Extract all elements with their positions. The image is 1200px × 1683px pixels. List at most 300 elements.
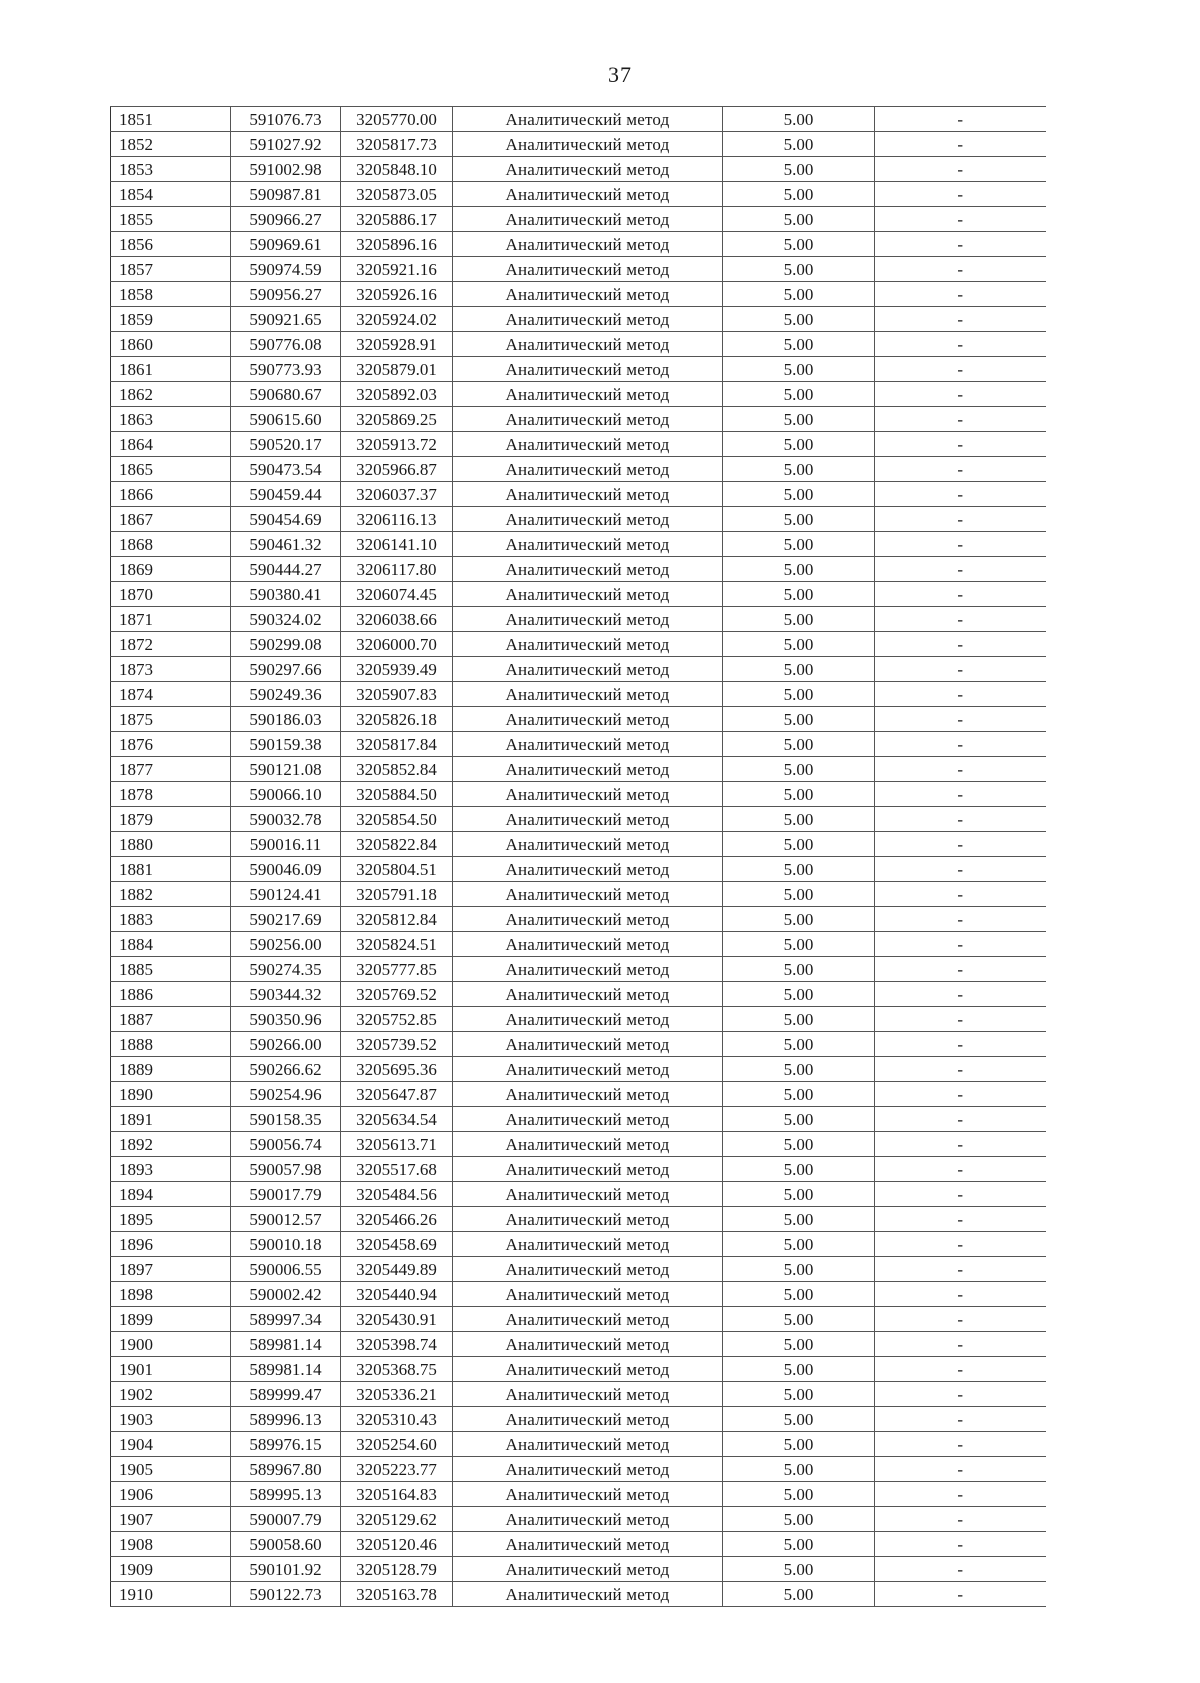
point-number-cell: 1853 [111, 157, 231, 182]
x-coordinate-cell: 591076.73 [231, 107, 341, 132]
method-cell: Аналитический метод [453, 207, 723, 232]
x-coordinate-cell: 590444.27 [231, 557, 341, 582]
table-row [111, 1057, 1046, 1082]
table-row [111, 1532, 1046, 1557]
method-cell: Аналитический метод [453, 182, 723, 207]
note-cell: - [875, 232, 1046, 257]
method-cell: Аналитический метод [453, 1182, 723, 1207]
accuracy-cell: 5.00 [723, 207, 875, 232]
x-coordinate-cell: 590056.74 [231, 1132, 341, 1157]
y-coordinate-cell: 3205336.21 [341, 1382, 453, 1407]
method-cell: Аналитический метод [453, 607, 723, 632]
point-number-cell: 1861 [111, 357, 231, 382]
accuracy-cell: 5.00 [723, 232, 875, 257]
table-row [111, 1382, 1046, 1407]
accuracy-cell: 5.00 [723, 1132, 875, 1157]
x-coordinate-cell: 590217.69 [231, 907, 341, 932]
y-coordinate-cell: 3205695.36 [341, 1057, 453, 1082]
table-row [111, 1032, 1046, 1057]
method-cell: Аналитический метод [453, 257, 723, 282]
x-coordinate-cell: 590124.41 [231, 882, 341, 907]
note-cell: - [875, 657, 1046, 682]
y-coordinate-cell: 3205517.68 [341, 1157, 453, 1182]
accuracy-cell: 5.00 [723, 882, 875, 907]
x-coordinate-cell: 590974.59 [231, 257, 341, 282]
accuracy-cell: 5.00 [723, 607, 875, 632]
accuracy-cell: 5.00 [723, 1157, 875, 1182]
point-number-cell: 1909 [111, 1557, 231, 1582]
table-row [111, 782, 1046, 807]
note-cell: - [875, 1582, 1046, 1607]
y-coordinate-cell: 3205966.87 [341, 457, 453, 482]
method-cell: Аналитический метод [453, 507, 723, 532]
note-cell: - [875, 532, 1046, 557]
y-coordinate-cell: 3205817.84 [341, 732, 453, 757]
accuracy-cell: 5.00 [723, 1507, 875, 1532]
note-cell: - [875, 257, 1046, 282]
x-coordinate-cell: 590016.11 [231, 832, 341, 857]
table-row [111, 157, 1046, 182]
method-cell: Аналитический метод [453, 457, 723, 482]
note-cell: - [875, 507, 1046, 532]
table-row [111, 1182, 1046, 1207]
note-cell: - [875, 1332, 1046, 1357]
table-row [111, 557, 1046, 582]
accuracy-cell: 5.00 [723, 1357, 875, 1382]
table-row [111, 1157, 1046, 1182]
point-number-cell: 1904 [111, 1432, 231, 1457]
x-coordinate-cell: 590046.09 [231, 857, 341, 882]
x-coordinate-cell: 589981.14 [231, 1357, 341, 1382]
table-row [111, 332, 1046, 357]
point-number-cell: 1902 [111, 1382, 231, 1407]
y-coordinate-cell: 3205120.46 [341, 1532, 453, 1557]
note-cell: - [875, 582, 1046, 607]
page-number: 37 [608, 62, 632, 87]
point-number-cell: 1882 [111, 882, 231, 907]
method-cell: Аналитический метод [453, 907, 723, 932]
accuracy-cell: 5.00 [723, 1382, 875, 1407]
accuracy-cell: 5.00 [723, 1207, 875, 1232]
table-row [111, 357, 1046, 382]
x-coordinate-cell: 589996.13 [231, 1407, 341, 1432]
table-row [111, 182, 1046, 207]
table-row [111, 882, 1046, 907]
y-coordinate-cell: 3205854.50 [341, 807, 453, 832]
point-number-cell: 1880 [111, 832, 231, 857]
y-coordinate-cell: 3205310.43 [341, 1407, 453, 1432]
method-cell: Аналитический метод [453, 1457, 723, 1482]
accuracy-cell: 5.00 [723, 382, 875, 407]
table-row [111, 907, 1046, 932]
note-cell: - [875, 757, 1046, 782]
point-number-cell: 1859 [111, 307, 231, 332]
y-coordinate-cell: 3205458.69 [341, 1232, 453, 1257]
x-coordinate-cell: 590058.60 [231, 1532, 341, 1557]
table-row [111, 1132, 1046, 1157]
method-cell: Аналитический метод [453, 1257, 723, 1282]
x-coordinate-cell: 590350.96 [231, 1007, 341, 1032]
method-cell: Аналитический метод [453, 482, 723, 507]
accuracy-cell: 5.00 [723, 982, 875, 1007]
table-row [111, 482, 1046, 507]
table-row [111, 1407, 1046, 1432]
note-cell: - [875, 632, 1046, 657]
y-coordinate-cell: 3205791.18 [341, 882, 453, 907]
y-coordinate-cell: 3205466.26 [341, 1207, 453, 1232]
accuracy-cell: 5.00 [723, 1532, 875, 1557]
y-coordinate-cell: 3205777.85 [341, 957, 453, 982]
accuracy-cell: 5.00 [723, 257, 875, 282]
y-coordinate-cell: 3205848.10 [341, 157, 453, 182]
method-cell: Аналитический метод [453, 1357, 723, 1382]
method-cell: Аналитический метод [453, 657, 723, 682]
note-cell: - [875, 732, 1046, 757]
y-coordinate-cell: 3205368.75 [341, 1357, 453, 1382]
accuracy-cell: 5.00 [723, 1407, 875, 1432]
point-number-cell: 1908 [111, 1532, 231, 1557]
table-row [111, 132, 1046, 157]
point-number-cell: 1879 [111, 807, 231, 832]
table-row [111, 757, 1046, 782]
point-number-cell: 1851 [111, 107, 231, 132]
coordinates-table-body [111, 107, 1046, 1607]
x-coordinate-cell: 590254.96 [231, 1082, 341, 1107]
method-cell: Аналитический метод [453, 957, 723, 982]
method-cell: Аналитический метод [453, 832, 723, 857]
point-number-cell: 1883 [111, 907, 231, 932]
accuracy-cell: 5.00 [723, 757, 875, 782]
x-coordinate-cell: 590461.32 [231, 532, 341, 557]
x-coordinate-cell: 591027.92 [231, 132, 341, 157]
method-cell: Аналитический метод [453, 532, 723, 557]
point-number-cell: 1855 [111, 207, 231, 232]
y-coordinate-cell: 3206074.45 [341, 582, 453, 607]
note-cell: - [875, 457, 1046, 482]
table-row [111, 457, 1046, 482]
y-coordinate-cell: 3205824.51 [341, 932, 453, 957]
table-row [111, 832, 1046, 857]
x-coordinate-cell: 590032.78 [231, 807, 341, 832]
note-cell: - [875, 1507, 1046, 1532]
accuracy-cell: 5.00 [723, 182, 875, 207]
y-coordinate-cell: 3205449.89 [341, 1257, 453, 1282]
y-coordinate-cell: 3205869.25 [341, 407, 453, 432]
x-coordinate-cell: 590006.55 [231, 1257, 341, 1282]
note-cell: - [875, 1382, 1046, 1407]
point-number-cell: 1893 [111, 1157, 231, 1182]
note-cell: - [875, 357, 1046, 382]
table-row [111, 732, 1046, 757]
y-coordinate-cell: 3205892.03 [341, 382, 453, 407]
note-cell: - [875, 107, 1046, 132]
note-cell: - [875, 982, 1046, 1007]
y-coordinate-cell: 3205852.84 [341, 757, 453, 782]
note-cell: - [875, 1082, 1046, 1107]
method-cell: Аналитический метод [453, 1482, 723, 1507]
method-cell: Аналитический метод [453, 1382, 723, 1407]
x-coordinate-cell: 590266.00 [231, 1032, 341, 1057]
table-row [111, 532, 1046, 557]
point-number-cell: 1862 [111, 382, 231, 407]
note-cell: - [875, 382, 1046, 407]
point-number-cell: 1903 [111, 1407, 231, 1432]
note-cell: - [875, 1407, 1046, 1432]
accuracy-cell: 5.00 [723, 132, 875, 157]
y-coordinate-cell: 3205817.73 [341, 132, 453, 157]
accuracy-cell: 5.00 [723, 857, 875, 882]
accuracy-cell: 5.00 [723, 507, 875, 532]
note-cell: - [875, 1457, 1046, 1482]
method-cell: Аналитический метод [453, 707, 723, 732]
method-cell: Аналитический метод [453, 1132, 723, 1157]
note-cell: - [875, 207, 1046, 232]
table-row [111, 107, 1046, 132]
x-coordinate-cell: 590012.57 [231, 1207, 341, 1232]
y-coordinate-cell: 3206116.13 [341, 507, 453, 532]
x-coordinate-cell: 590158.35 [231, 1107, 341, 1132]
x-coordinate-cell: 590454.69 [231, 507, 341, 532]
table-row [111, 1107, 1046, 1132]
accuracy-cell: 5.00 [723, 807, 875, 832]
point-number-cell: 1892 [111, 1132, 231, 1157]
note-cell: - [875, 1057, 1046, 1082]
y-coordinate-cell: 3205440.94 [341, 1282, 453, 1307]
x-coordinate-cell: 590987.81 [231, 182, 341, 207]
y-coordinate-cell: 3205223.77 [341, 1457, 453, 1482]
y-coordinate-cell: 3205634.54 [341, 1107, 453, 1132]
note-cell: - [875, 1307, 1046, 1332]
table-row [111, 1507, 1046, 1532]
method-cell: Аналитический метод [453, 1082, 723, 1107]
accuracy-cell: 5.00 [723, 457, 875, 482]
method-cell: Аналитический метод [453, 807, 723, 832]
note-cell: - [875, 707, 1046, 732]
accuracy-cell: 5.00 [723, 1182, 875, 1207]
note-cell: - [875, 1182, 1046, 1207]
y-coordinate-cell: 3205769.52 [341, 982, 453, 1007]
table-row [111, 307, 1046, 332]
method-cell: Аналитический метод [453, 1057, 723, 1082]
y-coordinate-cell: 3205163.78 [341, 1582, 453, 1607]
x-coordinate-cell: 590956.27 [231, 282, 341, 307]
accuracy-cell: 5.00 [723, 832, 875, 857]
x-coordinate-cell: 590459.44 [231, 482, 341, 507]
point-number-cell: 1878 [111, 782, 231, 807]
y-coordinate-cell: 3205928.91 [341, 332, 453, 357]
table-row [111, 432, 1046, 457]
x-coordinate-cell: 590010.18 [231, 1232, 341, 1257]
accuracy-cell: 5.00 [723, 407, 875, 432]
x-coordinate-cell: 590966.27 [231, 207, 341, 232]
point-number-cell: 1881 [111, 857, 231, 882]
accuracy-cell: 5.00 [723, 107, 875, 132]
y-coordinate-cell: 3205884.50 [341, 782, 453, 807]
y-coordinate-cell: 3205752.85 [341, 1007, 453, 1032]
method-cell: Аналитический метод [453, 1432, 723, 1457]
point-number-cell: 1889 [111, 1057, 231, 1082]
note-cell: - [875, 957, 1046, 982]
note-cell: - [875, 857, 1046, 882]
y-coordinate-cell: 3205739.52 [341, 1032, 453, 1057]
table-row [111, 1207, 1046, 1232]
accuracy-cell: 5.00 [723, 557, 875, 582]
point-number-cell: 1898 [111, 1282, 231, 1307]
method-cell: Аналитический метод [453, 557, 723, 582]
table-row [111, 982, 1046, 1007]
accuracy-cell: 5.00 [723, 1082, 875, 1107]
accuracy-cell: 5.00 [723, 957, 875, 982]
point-number-cell: 1894 [111, 1182, 231, 1207]
point-number-cell: 1886 [111, 982, 231, 1007]
accuracy-cell: 5.00 [723, 1482, 875, 1507]
note-cell: - [875, 1132, 1046, 1157]
point-number-cell: 1867 [111, 507, 231, 532]
accuracy-cell: 5.00 [723, 632, 875, 657]
method-cell: Аналитический метод [453, 1107, 723, 1132]
point-number-cell: 1872 [111, 632, 231, 657]
point-number-cell: 1906 [111, 1482, 231, 1507]
table-row [111, 857, 1046, 882]
method-cell: Аналитический метод [453, 107, 723, 132]
table-row [111, 382, 1046, 407]
point-number-cell: 1876 [111, 732, 231, 757]
accuracy-cell: 5.00 [723, 932, 875, 957]
x-coordinate-cell: 589967.80 [231, 1457, 341, 1482]
x-coordinate-cell: 590921.65 [231, 307, 341, 332]
x-coordinate-cell: 590122.73 [231, 1582, 341, 1607]
table-row [111, 1457, 1046, 1482]
point-number-cell: 1884 [111, 932, 231, 957]
accuracy-cell: 5.00 [723, 1457, 875, 1482]
point-number-cell: 1901 [111, 1357, 231, 1382]
accuracy-cell: 5.00 [723, 1432, 875, 1457]
note-cell: - [875, 782, 1046, 807]
x-coordinate-cell: 590249.36 [231, 682, 341, 707]
x-coordinate-cell: 590266.62 [231, 1057, 341, 1082]
y-coordinate-cell: 3205398.74 [341, 1332, 453, 1357]
accuracy-cell: 5.00 [723, 682, 875, 707]
y-coordinate-cell: 3205826.18 [341, 707, 453, 732]
point-number-cell: 1907 [111, 1507, 231, 1532]
note-cell: - [875, 1357, 1046, 1382]
y-coordinate-cell: 3206000.70 [341, 632, 453, 657]
note-cell: - [875, 282, 1046, 307]
point-number-cell: 1863 [111, 407, 231, 432]
table-row [111, 282, 1046, 307]
accuracy-cell: 5.00 [723, 1032, 875, 1057]
note-cell: - [875, 407, 1046, 432]
method-cell: Аналитический метод [453, 1282, 723, 1307]
table-row [111, 1007, 1046, 1032]
point-number-cell: 1900 [111, 1332, 231, 1357]
note-cell: - [875, 607, 1046, 632]
method-cell: Аналитический метод [453, 432, 723, 457]
y-coordinate-cell: 3205647.87 [341, 1082, 453, 1107]
y-coordinate-cell: 3205879.01 [341, 357, 453, 382]
method-cell: Аналитический метод [453, 382, 723, 407]
accuracy-cell: 5.00 [723, 157, 875, 182]
accuracy-cell: 5.00 [723, 782, 875, 807]
method-cell: Аналитический метод [453, 732, 723, 757]
point-number-cell: 1885 [111, 957, 231, 982]
point-number-cell: 1871 [111, 607, 231, 632]
note-cell: - [875, 332, 1046, 357]
y-coordinate-cell: 3205812.84 [341, 907, 453, 932]
x-coordinate-cell: 590969.61 [231, 232, 341, 257]
y-coordinate-cell: 3205921.16 [341, 257, 453, 282]
x-coordinate-cell: 590002.42 [231, 1282, 341, 1307]
note-cell: - [875, 1207, 1046, 1232]
point-number-cell: 1873 [111, 657, 231, 682]
table-row [111, 682, 1046, 707]
method-cell: Аналитический метод [453, 857, 723, 882]
table-row [111, 1282, 1046, 1307]
y-coordinate-cell: 3205128.79 [341, 1557, 453, 1582]
table-row [111, 1232, 1046, 1257]
method-cell: Аналитический метод [453, 1157, 723, 1182]
table-row [111, 582, 1046, 607]
point-number-cell: 1852 [111, 132, 231, 157]
note-cell: - [875, 1557, 1046, 1582]
table-row [111, 507, 1046, 532]
table-row [111, 1307, 1046, 1332]
point-number-cell: 1910 [111, 1582, 231, 1607]
note-cell: - [875, 1432, 1046, 1457]
note-cell: - [875, 1482, 1046, 1507]
y-coordinate-cell: 3205164.83 [341, 1482, 453, 1507]
method-cell: Аналитический метод [453, 882, 723, 907]
method-cell: Аналитический метод [453, 357, 723, 382]
note-cell: - [875, 157, 1046, 182]
y-coordinate-cell: 3206117.80 [341, 557, 453, 582]
method-cell: Аналитический метод [453, 682, 723, 707]
method-cell: Аналитический метод [453, 1032, 723, 1057]
table-row [111, 957, 1046, 982]
note-cell: - [875, 882, 1046, 907]
table-row [111, 257, 1046, 282]
method-cell: Аналитический метод [453, 132, 723, 157]
note-cell: - [875, 1157, 1046, 1182]
accuracy-cell: 5.00 [723, 1557, 875, 1582]
note-cell: - [875, 132, 1046, 157]
coordinates-table [110, 106, 1046, 1607]
note-cell: - [875, 557, 1046, 582]
table-row [111, 232, 1046, 257]
method-cell: Аналитический метод [453, 157, 723, 182]
note-cell: - [875, 1257, 1046, 1282]
accuracy-cell: 5.00 [723, 332, 875, 357]
x-coordinate-cell: 590256.00 [231, 932, 341, 957]
x-coordinate-cell: 590017.79 [231, 1182, 341, 1207]
table-row [111, 1557, 1046, 1582]
point-number-cell: 1854 [111, 182, 231, 207]
note-cell: - [875, 832, 1046, 857]
table-row [111, 632, 1046, 657]
method-cell: Аналитический метод [453, 1557, 723, 1582]
x-coordinate-cell: 590066.10 [231, 782, 341, 807]
x-coordinate-cell: 590159.38 [231, 732, 341, 757]
point-number-cell: 1865 [111, 457, 231, 482]
method-cell: Аналитический метод [453, 332, 723, 357]
table-row [111, 707, 1046, 732]
x-coordinate-cell: 590773.93 [231, 357, 341, 382]
note-cell: - [875, 307, 1046, 332]
y-coordinate-cell: 3205886.17 [341, 207, 453, 232]
table-row [111, 607, 1046, 632]
x-coordinate-cell: 589976.15 [231, 1432, 341, 1457]
note-cell: - [875, 432, 1046, 457]
